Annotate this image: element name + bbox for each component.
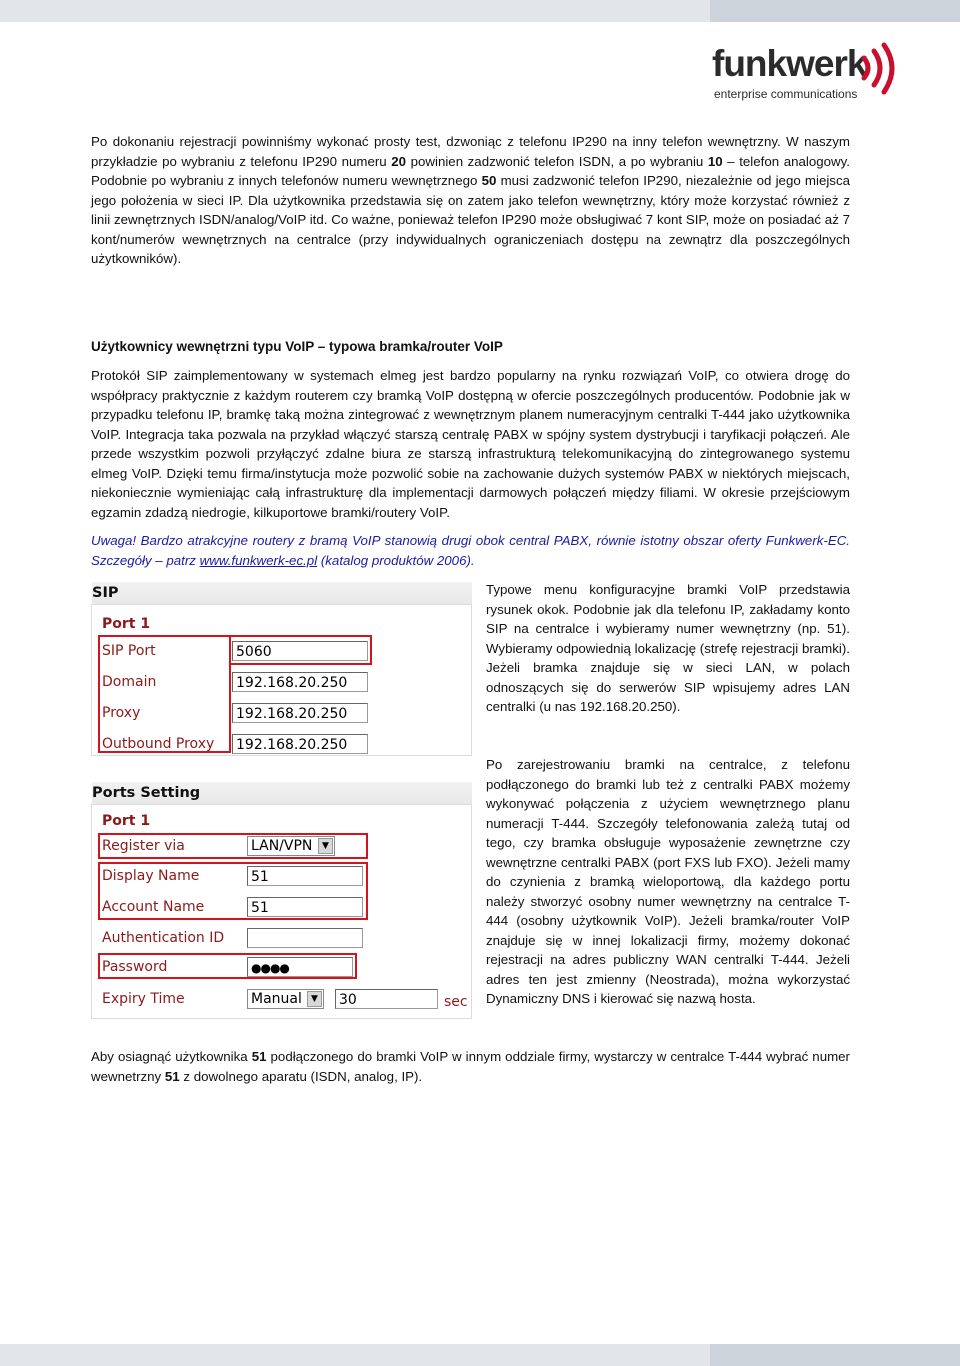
domain-input[interactable]: 192.168.20.250 bbox=[232, 672, 368, 692]
funkwerk-link[interactable]: www.funkwerk-ec.pl bbox=[199, 552, 318, 568]
chevron-down-icon: ▼ bbox=[318, 838, 333, 854]
sip-port-label: SIP Port bbox=[102, 643, 156, 659]
ports-port-number: Port 1 bbox=[102, 813, 151, 829]
text-run: powinien zadzwonić telefon ISDN, a po wybraniu bbox=[406, 153, 708, 169]
expiry-unit: sec bbox=[444, 994, 468, 1010]
voip-config-screenshot bbox=[91, 582, 472, 1019]
sip-section-title: SIP bbox=[92, 582, 472, 604]
password-label: Password bbox=[102, 959, 168, 975]
bold-number: 51 bbox=[251, 1049, 267, 1064]
register-via-label: Register via bbox=[102, 838, 185, 854]
text-run: z dowolnego aparatu (ISDN, analog, IP). bbox=[179, 1068, 423, 1084]
sip-port-input[interactable]: 5060 bbox=[232, 641, 368, 661]
logo-tagline: enterprise communications bbox=[714, 87, 858, 101]
chevron-down-icon: ▼ bbox=[307, 991, 322, 1007]
authentication-id-label: Authentication ID bbox=[102, 930, 225, 946]
proxy-input[interactable]: 192.168.20.250 bbox=[232, 703, 368, 723]
display-name-input[interactable]: 51 bbox=[247, 866, 363, 886]
bold-number: 50 bbox=[481, 173, 497, 188]
text-run: – telefon analogowy. Podobnie po wybraniu z innych telefonów numeru wewnętrznego bbox=[91, 153, 850, 188]
account-name-label: Account Name bbox=[102, 899, 205, 915]
text-run: Aby osiagnąć użytkownika bbox=[91, 1049, 252, 1064]
final-paragraph bbox=[91, 1047, 850, 1086]
text-run: musi zadzwonić telefon IP290, niezależnie od jego miejsca jego położenia w sieci IP. Dla użytkownika przedstawia się on zatem jako telefon wewnętrzny, który może korzystać również z linii zewnętrznych ISDN/analog/VoIP itd. Co ważne, ponieważ telefon IP290 może obsługiwać 7 kont SIP, może on posiadać aż 7 kont/numerów wewnętrznych na centralce (przy indywidualnych ograniczeniach dostępu na zewnątrz dla poszczególnych użytkowników). bbox=[91, 173, 850, 266]
note-paragraph: Uwaga! Bardzo atrakcyjne routery z bramą VoIP stanowią drugi obok central PABX, równie istotny obszar oferty Funkwerk-EC. Szczegóły – patrz www.funkwerk-ec.pl (katalog produktów 2006). bbox=[91, 533, 850, 568]
side-paragraph-1: Typowe menu konfiguracyjne bramki VoIP przedstawia rysunek okok. Podobnie jak dla telefonu IP, zakładamy konto SIP na centralce i wybieramy numer wewnętrzny (np. 51). Wybieramy odpowiednią lokalizację (strefę rejestracji bramki). Jeżeli bramka znajduje się w sieci LAN, w polach odnoszących się do serwerów SIP wpisujemy adres LAN centralki (u nas 192.168.20.250). bbox=[486, 582, 850, 714]
sip-port-number: Port 1 bbox=[102, 616, 151, 632]
bold-number: 20 bbox=[391, 153, 407, 169]
header-band bbox=[0, 0, 960, 22]
outbound-proxy-label: Outbound Proxy bbox=[102, 736, 215, 752]
expiry-mode-select[interactable]: Manual ▼ bbox=[247, 989, 324, 1009]
side-paragraph-2: Po zarejestrowaniu bramki na centralce, z telefonu podłączonego do bramki lub też z centralki PABX możemy wykonywać połączenia z użyciem wewnętrznego planu numeracji T-444. Szczegóły telefonowania zależą tutaj od tego, czy bramka obsługuje wyposażenie zewnętrzne czy wewnętrzne centralki PABX (port FXS lub FXO). Jeżeli mamy do czynienia z bramką wieloportową, dla każdego portu należy stworzyć osobny numer wewnętrzny na centralce T-444 (osobny użytkownik VoIP). Jeżeli bramka/router VoIP znajduje się w innej lokalizacji firmy, możemy dokonać rejestracji na adres publiczny WAN centralki T-444. Jeżeli adres ten jest zmienny (Neostrada), można wykorzystać Dynamiczny DNS i kierować się nazwą hosta. bbox=[486, 757, 850, 1006]
signal-waves-icon bbox=[860, 42, 900, 100]
body-paragraph: Protokół SIP zaimplementowany w systemach elmeg jest bardzo popularny na rynku rozwiązań VoIP, co otwiera drogę do współpracy praktycznie z każdym routerem czy bramką VoIP dostępną w ofercie poszczególnych producentów. Podobnie jak w przypadku telefonu IP, bramkę taką można zintegrować z wewnętrznym planem numeracyjnym centralki T-444 jako użytkownika VoIP. Integracja taka pozwala na przykład włączyć starszą centralę PABX w spójny system dystrybucji i taryfikacji połączeń. Ale przede wszystkim pozwoli przyłączyć zdalne biura ze starszą infrastrukturą telekomunikacyjną do zintegrowanego systemu elmeg VoIP. Dzięki temu firma/instytucja może pozwolić sobie na zachowanie dużych systemów PABX w niektórych miejscach, niekoniecznie wymieniając całą infrastrukturę dla implementacji darmowych połączeń między filiami. W okresie przejściowym egzamin zdadzą niedrogie, kilkuportowe bramki/routery VoIP. bbox=[91, 368, 850, 520]
funkwerk-logo bbox=[710, 40, 905, 104]
display-name-label: Display Name bbox=[102, 868, 200, 884]
expiry-time-label: Expiry Time bbox=[102, 991, 185, 1007]
text-run: podłączonego do bramki VoIP w innym oddziale firmy, wystarczy w centralce T-444 wybrać numer wewnetrzny bbox=[91, 1049, 850, 1084]
sip-panel bbox=[91, 604, 472, 756]
proxy-label: Proxy bbox=[102, 705, 141, 721]
text-run: Po dokonaniu rejestracji powinniśmy wykonać prosty test, dzwoniąc z telefonu IP290 na inny telefon wewnętrzny. W naszym przykładzie po wybraniu z telefonu IP290 numeru bbox=[91, 134, 850, 169]
expiry-time-input[interactable]: 30 bbox=[335, 989, 438, 1009]
logo-wordmark: funkwerk bbox=[712, 43, 867, 84]
password-input[interactable]: ●●●● bbox=[247, 957, 353, 977]
section-heading: Użytkownicy wewnętrzni typu VoIP – typowa bramka/router VoIP bbox=[91, 339, 503, 354]
ports-section-title: Ports Setting bbox=[92, 782, 472, 804]
footer-band bbox=[0, 1344, 960, 1366]
bold-number: 10 bbox=[707, 153, 723, 169]
register-via-select[interactable]: LAN/VPN ▼ bbox=[247, 836, 335, 856]
ports-panel bbox=[91, 804, 472, 1019]
authentication-id-input[interactable] bbox=[247, 928, 363, 948]
account-name-input[interactable]: 51 bbox=[247, 897, 363, 917]
outbound-proxy-input[interactable]: 192.168.20.250 bbox=[232, 734, 368, 754]
domain-label: Domain bbox=[102, 674, 157, 690]
bold-number: 51 bbox=[164, 1068, 180, 1084]
intro-paragraph bbox=[91, 132, 850, 269]
